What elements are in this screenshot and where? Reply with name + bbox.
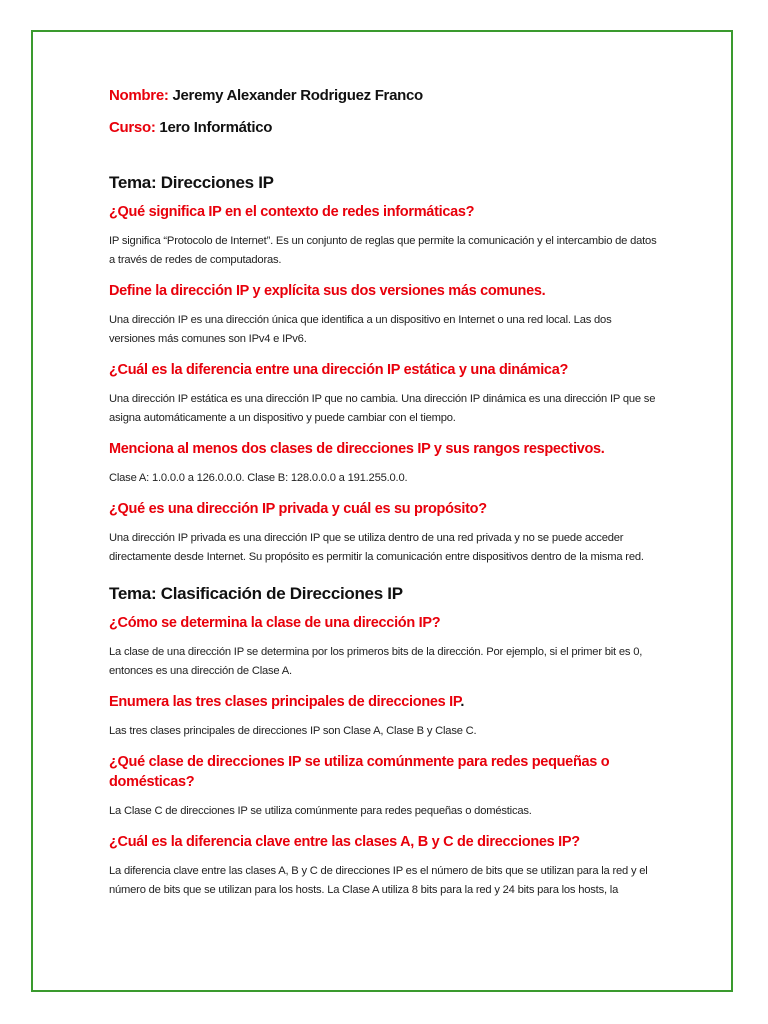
answer-paragraph: Una dirección IP estática es una dirección IP que no cambia. Una dirección IP dinámica es una dirección IP que se asigna automáticamente a un dispositivo y puede cambiar con el tiempo.: [109, 393, 656, 424]
question-heading: ¿Qué clase de direcciones IP se utiliza comúnmente para redes pequeñas o domésticas?: [109, 754, 610, 790]
answer-paragraph: La diferencia clave entre las clases A, B y C de direcciones IP es el número de bits que se utilizan para la red y el número de bits que se utilizan para los hosts. La Clase A utiliza 8 bits para la red y 24 bits para los hosts, la: [109, 865, 648, 896]
topic-heading: Tema: Direcciones IP: [109, 173, 274, 192]
question-heading: [109, 692, 659, 712]
answer-paragraph: Las tres clases principales de direcciones IP son Clase A, Clase B y Clase C.: [109, 725, 477, 737]
question-suffix: .: [460, 694, 465, 710]
name-label: Nombre:: [109, 87, 169, 104]
answer-paragraph: La clase de una dirección IP se determina por los primeros bits de la dirección. Por ejemplo, si el primer bit es 0, entonces es una dirección de Clase A.: [109, 646, 643, 677]
topic-heading: Tema: Clasificación de Direcciones IP: [109, 584, 403, 603]
student-name-line: [109, 86, 659, 106]
question-heading: ¿Cómo se determina la clase de una dirección IP?: [109, 615, 441, 631]
question-heading: Menciona al menos dos clases de direcciones IP y sus rangos respectivos.: [109, 441, 605, 457]
question-heading: ¿Qué es una dirección IP privada y cuál es su propósito?: [109, 501, 487, 517]
question-text: Enumera las tres clases principales de direcciones IP: [109, 694, 461, 710]
answer-paragraph: Clase A: 1.0.0.0 a 126.0.0.0. Clase B: 128.0.0.0 a 191.255.0.0.: [109, 472, 408, 484]
course-label: Curso:: [109, 119, 156, 136]
question-heading: ¿Qué significa IP en el contexto de redes informáticas?: [109, 204, 475, 220]
question-heading: Define la dirección IP y explícita sus dos versiones más comunes.: [109, 283, 546, 299]
answer-paragraph: La Clase C de direcciones IP se utiliza comúnmente para redes pequeñas o domésticas.: [109, 805, 532, 817]
course-line: [109, 118, 659, 138]
answer-paragraph: Una dirección IP privada es una dirección IP que se utiliza dentro de una red privada y no se puede acceder directamente desde Internet. Su propósito es permitir la comunicación entre dispositivos dentro de la misma red.: [109, 532, 644, 563]
question-heading: ¿Cuál es la diferencia clave entre las clases A, B y C de direcciones IP?: [109, 834, 580, 850]
document-content: [109, 86, 659, 911]
question-heading: ¿Cuál es la diferencia entre una dirección IP estática y una dinámica?: [109, 362, 569, 378]
course-value: 1ero Informático: [155, 119, 273, 136]
answer-paragraph: Una dirección IP es una dirección única que identifica a un dispositivo en Internet o una red local. Las dos versiones más comunes son IPv4 e IPv6.: [109, 314, 612, 345]
name-value: Jeremy Alexander Rodriguez Franco: [168, 87, 423, 104]
answer-paragraph: IP significa “Protocolo de Internet”. Es un conjunto de reglas que permite la comunicación y el intercambio de datos a través de redes de computadoras.: [109, 235, 657, 266]
